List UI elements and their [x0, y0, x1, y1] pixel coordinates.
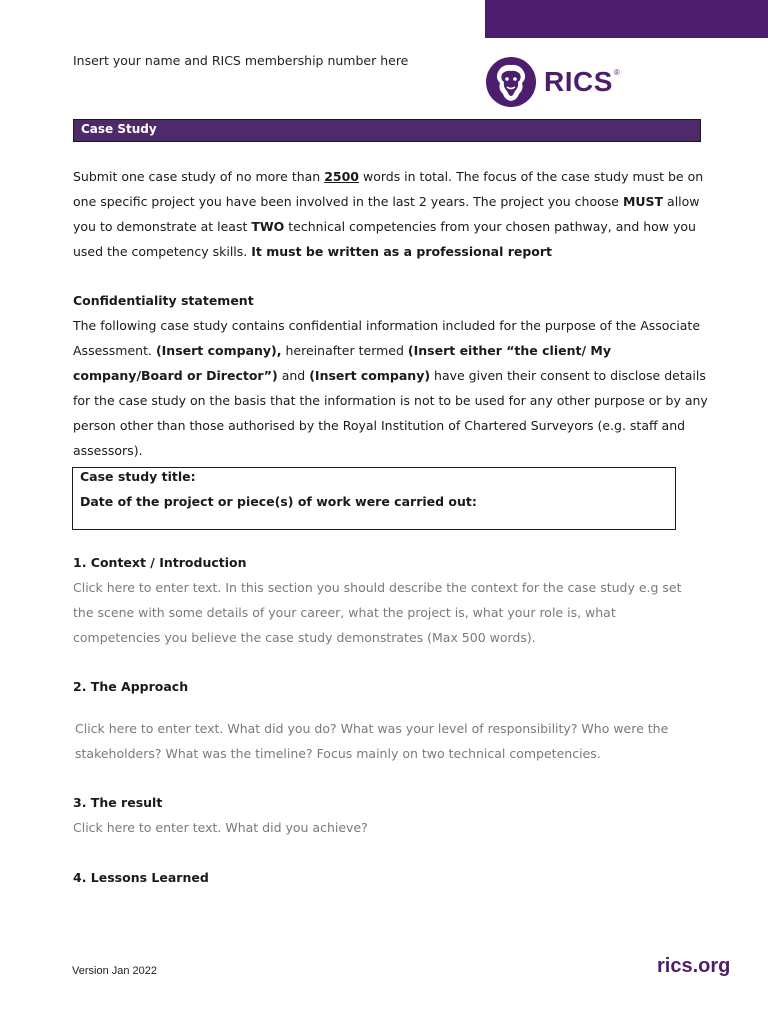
rics-logo: [484, 56, 620, 108]
confidentiality-paragraph: [73, 313, 718, 463]
top-brand-band: [485, 0, 768, 38]
banner-title: Case Study: [81, 122, 157, 136]
confidentiality-heading: Confidentiality statement: [73, 293, 254, 308]
intro-text-3: allow you to demonstrate at least: [73, 194, 700, 234]
section-result-input[interactable]: Click here to enter text. What did you achieve?: [73, 820, 368, 835]
professional-report-emphasis: It must be written as a professional report: [251, 244, 553, 259]
section-context-input[interactable]: Click here to enter text. In this section you should describe the context for the case study e.g set the scene with some details of your career, what the project is, what your role is, what competencies you believe the case study demonstrates (Max 500 words).: [73, 580, 682, 645]
site-link[interactable]: rics.org: [657, 955, 731, 977]
project-date-label: Date of the project or piece(s) of work were carried out:: [80, 494, 477, 509]
conf-text-2: hereinafter termed: [281, 343, 408, 358]
conf-text-4: have given their consent to disclose details for the case study on the basis that the information is not to be used for any other purpose or by any person other than those authorised by the Royal Institution of Chartered Surveyors (e.g. staff and assessors).: [73, 368, 708, 458]
name-membership-field[interactable]: Insert your name and RICS membership number here: [73, 53, 409, 68]
intro-paragraph: [73, 164, 713, 264]
intro-text-1: Submit one case study of no more than: [73, 169, 325, 184]
word-limit: 2500: [324, 169, 359, 184]
two-emphasis: TWO: [251, 219, 285, 234]
intro-text-4: technical competencies from your chosen pathway, and how you used the competency skills.: [73, 219, 696, 259]
case-study-title-label: Case study title:: [80, 469, 196, 484]
logo-wordmark: RICS: [544, 66, 613, 97]
lion-icon: [484, 56, 538, 108]
conf-text-3: and: [277, 368, 310, 383]
conf-text-1: The following case study contains confidential information included for the purpose of the Associate Assessment.: [73, 318, 701, 358]
case-study-banner: [73, 119, 701, 142]
intro-text-2: words in total. The focus of the case study must be on one specific project you have been involved in the last 2 years. The project you choose: [73, 169, 704, 209]
section-lessons-heading: 4. Lessons Learned: [73, 870, 209, 885]
version-label: Version Jan 2022: [72, 965, 158, 977]
section-context-heading: 1. Context / Introduction: [73, 555, 247, 570]
section-approach-input[interactable]: Click here to enter text. What did you do? What was your level of responsibility? Who were the stakeholders? What was the timeline? Focus mainly on two technical competencies.: [75, 721, 669, 761]
must-emphasis: MUST: [622, 194, 664, 209]
section-result-heading: 3. The result: [73, 795, 163, 810]
case-study-title-box[interactable]: [72, 467, 676, 530]
insert-termed[interactable]: (Insert either “the client/ My company/Board or Director”): [73, 343, 611, 383]
section-approach-heading: 2. The Approach: [73, 679, 189, 694]
insert-company-1[interactable]: (Insert company),: [155, 343, 282, 358]
insert-company-2[interactable]: (Insert company): [309, 368, 431, 383]
registered-mark: ®: [613, 67, 620, 77]
